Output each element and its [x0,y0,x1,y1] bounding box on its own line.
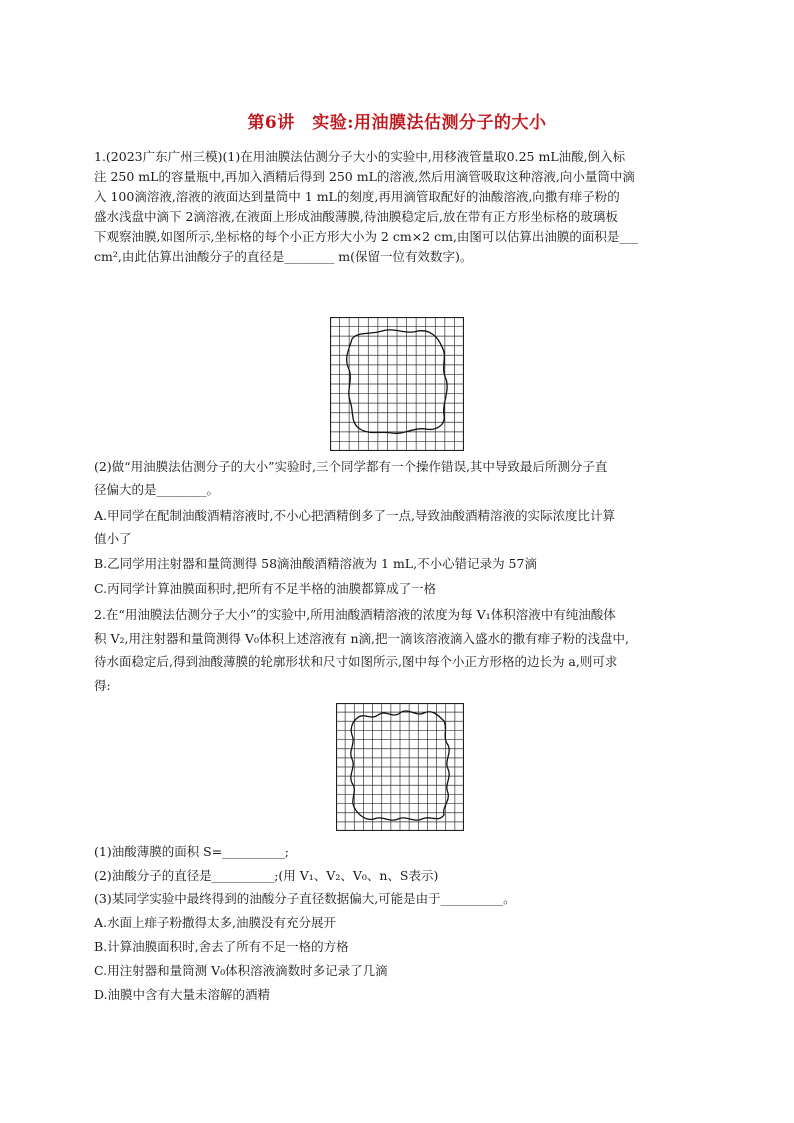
q1-option-c: C.丙同学计算油膜面积时,把所有不足半格的油膜都算成了一格 [94,581,437,596]
q2-option-d: D.油膜中含有大量未溶解的酒精 [94,987,271,1002]
q2-line-4: 得: [94,678,111,693]
q1-option-a-cont: 值小了 [94,531,132,546]
q1-part2-line-2: 径偏大的是________。 [94,482,220,497]
q1-line-6: cm²,由此估算出油酸分子的直径是________ m(保留一位有效数字)。 [94,249,473,264]
q1-line-1: 1.(2023广东广州三模)(1)在用油膜法估测分子大小的实验中,用移液管量取0.25 mL油酸,倒入标 [94,149,626,164]
q2-option-b: B.计算油膜面积时,舍去了所有不足一格的方格 [94,939,349,954]
page-title: 第6讲 实验:用油膜法估测分子的大小 [247,113,547,133]
q1-option-b: B.乙同学用注射器和量筒测得 58滴油酸酒精溶液为 1 mL,不小心错记录为 57滴 [94,556,537,571]
q2-oil-film-grid-figure [336,703,464,831]
q1-part2-line-1: (2)做“用油膜法估测分子的大小”实验时,三个同学都有一个操作错误,其中导致最后所测分子直 [94,459,608,474]
q1-line-2: 注 250 mL的容量瓶中,再加入酒精后得到 250 mL的溶液,然后用滴管吸取这种溶液,向小量筒中滴 [94,169,635,184]
q1-line-4: 盛水浅盘中滴下 2滴溶液,在液面上形成油酸薄膜,待油膜稳定后,放在带有正方形坐标格的玻璃板 [94,209,618,224]
q2-line-3: 待水面稳定后,得到油酸薄膜的轮廓形状和尺寸如图所示,图中每个小正方形格的边长为 a,则可求 [94,654,618,669]
q2-sub-3: (3)某同学实验中最终得到的油酸分子直径数据偏大,可能是由于__________。 [94,891,516,906]
q2-line-2: 积 V₂,用注射器和量筒测得 V₀体积上述溶液有 n滴,把一滴该溶液滴入盛水的撒有痱子粉的浅盘中, [94,631,629,646]
q1-line-5: 下观察油膜,如图所示,坐标格的每个小正方形大小为 2 cm×2 cm,由图可以估算出油膜的面积是___ [94,229,639,244]
q1-oil-film-grid-figure [330,317,464,451]
q2-sub-2: (2)油酸分子的直径是__________;(用 V₁、V₂、V₀、n、S表示) [94,868,439,883]
q2-option-c: C.用注射器和量筒测 V₀体积溶液滴数时多记录了几滴 [94,963,388,978]
q1-line-3: 入 100滴溶液,溶液的液面达到量筒中 1 mL的刻度,再用滴管取配好的油酸溶液,向撒有痱子粉的 [94,189,620,204]
q1-option-a: A.甲同学在配制油酸酒精溶液时,不小心把酒精倒多了一点,导致油酸酒精溶液的实际浓度比计算 [94,508,615,523]
q2-option-a: A.水面上痱子粉撒得太多,油膜没有充分展开 [94,915,336,930]
q2-line-1: 2.在“用油膜法估测分子大小”的实验中,所用油酸酒精溶液的浓度为每 V₁体积溶液中有纯油酸体 [94,607,616,622]
q2-sub-1: (1)油酸薄膜的面积 S=__________; [94,844,289,859]
